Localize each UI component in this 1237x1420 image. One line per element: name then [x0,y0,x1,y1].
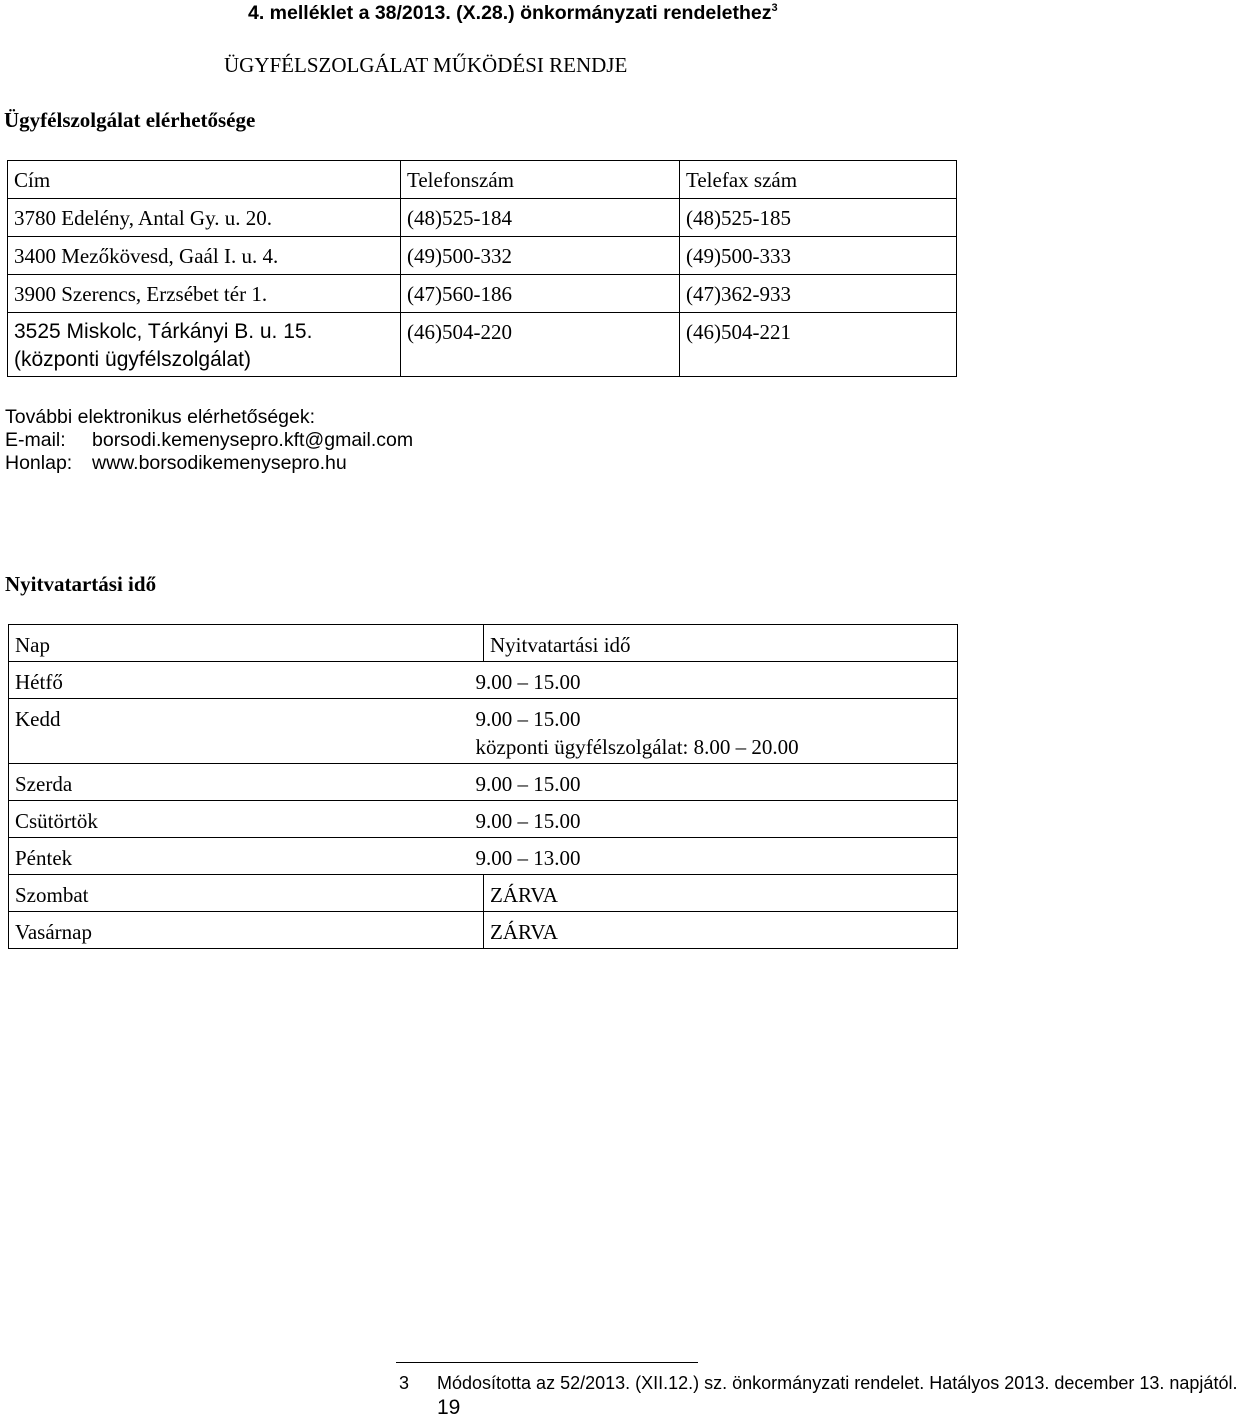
day-cell: Hétfő [15,670,63,694]
phone-cell: (46)504-220 [407,320,512,344]
table-row [9,838,958,875]
email-address: borsodi.kemenysepro.kft@gmail.com [92,429,414,451]
table-row [8,275,957,313]
table-row [8,237,957,275]
hours-cell: 9.00 – 15.00 [475,772,581,796]
day-cell: Vasárnap [15,920,92,944]
day-cell: Szerda [15,772,73,796]
day-cell: Csütörtök [15,809,98,833]
table-row [9,912,958,949]
page-number: 19 [437,1396,461,1419]
address-cell: 3780 Edelény, Antal Gy. u. 20. [14,206,272,230]
email-line [5,429,413,452]
website-label: Honlap: [5,452,73,474]
footnote-reference: 3 [771,2,778,14]
table-row [9,662,958,699]
website-url: www.borsodikemenysepro.hu [92,452,347,474]
column-header-hours: Nyitvatartási idő [490,633,631,657]
address-cell: 3400 Mezőkövesd, Gaál I. u. 4. [14,244,279,268]
opening-hours-table [8,624,958,949]
table-row [8,313,957,377]
hours-cell: ZÁRVA [490,883,558,907]
address-cell: 3900 Szerencs, Erzsébet tér 1. [14,282,268,306]
document-title: ÜGYFÉLSZOLGÁLAT MŰKÖDÉSI RENDJE [224,53,628,77]
table-row [8,199,957,237]
hours-cell: 9.00 – 15.00 [475,670,581,694]
electronic-heading: További elektronikus elérhetőségek: [5,406,316,428]
hours-cell: 9.00 – 13.00 [475,846,581,870]
annex-header [248,2,778,25]
email-label: E-mail: [5,429,66,451]
address-cell [8,313,400,374]
table-header-row [8,161,957,199]
phone-cell: (47)560-186 [407,282,512,306]
phone-cell: (48)525-184 [407,206,512,230]
hours-extra-note: központi ügyfélszolgálat: 8.00 – 20.00 [475,735,799,759]
electronic-contacts [5,406,413,475]
footnote [399,1373,1237,1394]
day-cell: Szombat [15,883,89,907]
fax-cell: (46)504-221 [686,320,791,344]
table-row [9,875,958,912]
hours-cell: 9.00 – 15.00 [475,809,581,833]
day-cell: Kedd [15,707,61,731]
contact-table [7,160,957,377]
contact-heading: Ügyfélszolgálat elérhetősége [4,108,256,132]
column-header-fax: Telefax szám [686,168,798,192]
footnote-text: Módosította az 52/2013. (XII.12.) sz. önkormányzati rendelet. Hatályos 2013. december 13. napjától. [437,1373,1237,1393]
table-header-row [9,625,958,662]
footnote-divider [396,1362,698,1363]
day-cell: Péntek [15,846,73,870]
address-line: 3525 Miskolc, Tárkányi B. u. 15. [14,320,313,343]
fax-cell: (48)525-185 [686,206,791,230]
table-row [9,801,958,838]
hours-cell [470,699,958,763]
address-note: (központi ügyfélszolgálat) [14,348,251,371]
fax-cell: (49)500-333 [686,244,791,268]
column-header-address: Cím [14,168,51,192]
hours-value: 9.00 – 15.00 [475,707,581,731]
opening-hours-heading: Nyitvatartási idő [5,572,157,596]
website-line [5,452,413,475]
footnote-number: 3 [399,1373,410,1393]
phone-cell: (49)500-332 [407,244,512,268]
annex-header-text: 4. melléklet a 38/2013. (X.28.) önkormányzati rendelethez [248,2,772,24]
fax-cell: (47)362-933 [686,282,791,306]
hours-cell: ZÁRVA [490,920,558,944]
column-header-phone: Telefonszám [407,168,514,192]
column-header-day: Nap [15,633,50,657]
table-row [9,699,958,764]
table-row [9,764,958,801]
